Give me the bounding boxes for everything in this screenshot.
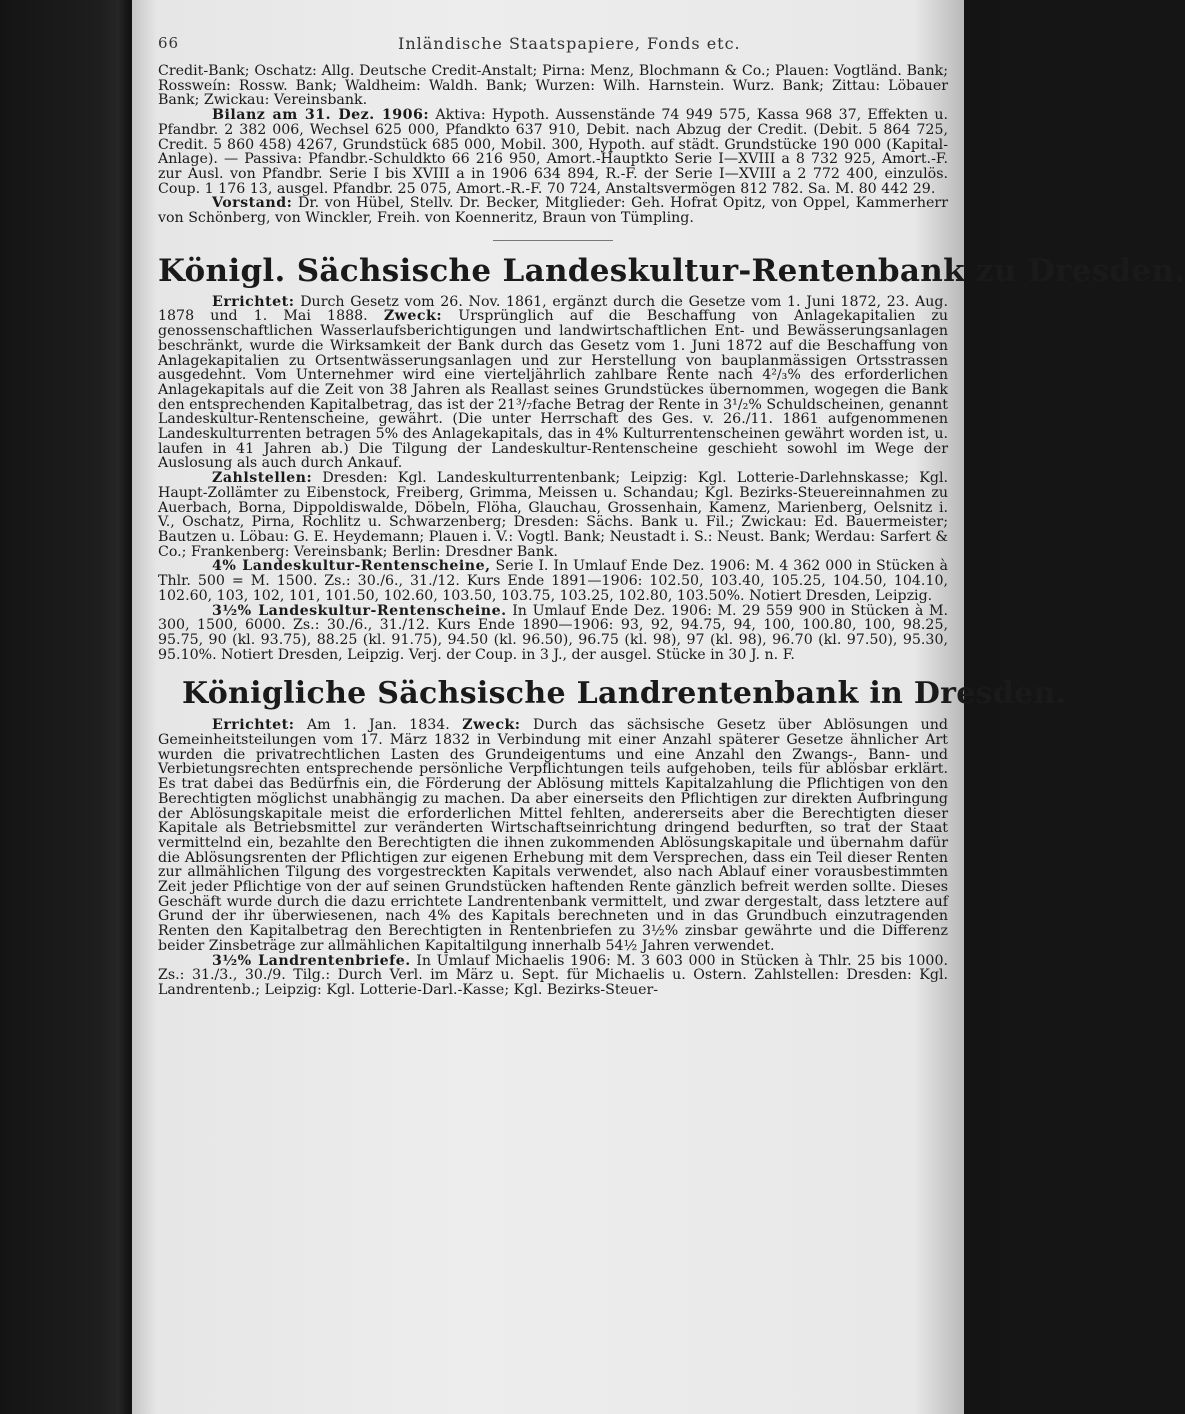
- page-content: [158, 34, 1185, 998]
- bond-4pct-paragraph: [158, 559, 948, 603]
- purpose-text-2: Durch das sächsische Gesetz über Ablösungen und Gemeinheitsteilungen vom 17. März 1832 in Verbindung mit einer Anzahl späterer Gesetze ähnlicher Art wurden die privatrechtlichen Lasten des Grundeigentums und eine Anzahl den Zwangs-, Bann- und Verbietungsrechten entsprechende persönliche Verpflichtungen teils aufgehoben, teils für ablösbar erklärt. Es trat dabei das Bedürfnis ein, die Förderung der Ablösung mittels Kapitalzahlung die Pflichtigen von den Berechtigten möglichst unabhängig zu machen. Da aber einerseits den Pflichtigen zur direkten Aufbringung der Ablösungskapitale meist die erforderlichen Mittel fehlten, andererseits aber die Berechtigten dieser Kapitale als Betriebsmittel zur veränderten Wirtschaftseinrichtung dringend bedurften, so trat der Staat vermittelnd ein, bezahlte den Berechtigten die ihnen zukommenden Ablösungskapitale und übernahm dafür die Ablösungsrenten der Pflichtigen zur eigenen Erhebung mit dem Versprechen, dass ein Teil dieser Renten zur allmählichen Tilgung des vorgestreckten Kapitals verwendet, also nach Ablauf einer vorausbestimmten Zeit jeder Pflichtige von der auf seinen Grundstücken haftenden Rente gänzlich befreit werden sollte. Dieses Geschäft wurde durch die dazu errichtete Landrentenbank vermittelt, und zwar dergestalt, dass letztere auf Grund der ihr überwiesenen, nach 4% des Kapitals berechneten und in das Grundbuch einzutragenden Renten den Kapitalbetrag den Berechtigten in Rentenbriefen zu 3½% zinsbar gewährte und die Differenz beider Zinsbeträge zur allmählichen Kapitaltilgung innerhalb 54½ Jahren verwendet.: [158, 717, 948, 954]
- balance-paragraph: [158, 108, 948, 196]
- established-text-2: Am 1. Jan. 1834.: [294, 717, 463, 734]
- purpose-text: Ursprünglich auf die Beschaffung von Anlagekapitalien zu genossenschaftlichen Wasserlaufsberichtigungen und landwirtschaftlichen Ent- und Bewässerungsanlagen beschränkt, wurde die Wirksamkeit der Bank durch das Gesetz vom 1. Juni 1872 auf die Beschaffung von Anlagekapitalien zu Ortsentwässerungsanlagen und zur Herstellung von bauplanmässigen Ortsstrassen ausgedehnt. Vom Unternehmer wird eine vierteljährlich zahlbare Rente nach 4²/₃% des erforderlichen Anlagekapitals auf die Zeit von 38 Jahren als Reallast seines Grundstückes übernommen, wogegen die Bank den entsprechenden Kapitalbetrag, das ist der 21³/₇fache Betrag der Rente in 3¹/₂% Schuldscheinen, genannt Landeskultur-Rentenscheine, gewährt. (Die unter Herrschaft des Ges. v. 26./11. 1861 aufgenommenen Landeskulturrenten betragen 5% des Anlagekapitals, das in 4% Kulturrentenscheinen gewährt worden ist, u. laufen in 41 Jahren ab.) Die Tilgung der Landeskultur-Rentenscheine geschieht sowohl im Wege der Auslosung als auch durch Ankauf.: [158, 308, 948, 472]
- paying-agents-label: Zahlstellen:: [212, 470, 313, 487]
- running-header: [158, 34, 948, 64]
- established-label-2: Errichtet:: [212, 717, 295, 734]
- page-number: 66: [158, 34, 180, 52]
- section-title-landeskultur: Königl. Sächsische Landeskultur-Rentenbank zu Dresden.: [158, 252, 1185, 289]
- bond-35pct-label: 3½% Landeskultur-Rentenscheine.: [212, 602, 507, 619]
- board-text: Dr. von Hübel, Stellv. Dr. Becker, Mitglieder: Geh. Hofrat Opitz, von Oppel, Kammerherr von Schönberg, von Winckler, Freih. von Koenneritz, Braun von Tümpling.: [158, 195, 948, 227]
- section-title-landrentenbank: Königliche Sächsische Landrentenbank in Dresden.: [182, 676, 1067, 712]
- bond-35pct-paragraph: [158, 604, 948, 663]
- established-paragraph-2: [158, 718, 948, 953]
- land-bond-label: 3½% Landrentenbriefe.: [212, 952, 411, 969]
- board-label: Vorstand:: [212, 195, 293, 212]
- book-page: [132, 0, 1185, 1414]
- bond-4pct-label: 4% Landeskultur-Rentenscheine,: [212, 558, 491, 575]
- bond-4pct-text: Serie I. In Umlauf Ende Dez. 1906: M. 4 362 000 in Stücken à Thlr. 500 = M. 1500. Zs.: 30./6., 31./12. Kurs Ende 1891—1906: 102.50, 103.40, 105.25, 104.50, 104.10, 102.60, 103, 102, 101, 101.50, 102.60, 103.50, 103.75, 103.25, 102.80, 103.50%. Notiert Dresden, Leipzig.: [158, 558, 948, 604]
- running-title: Inländische Staatspapiere, Fonds etc.: [398, 34, 741, 53]
- balance-text: Aktiva: Hypoth. Aussenstände 74 949 575, Kassa 968 37, Effekten u. Pfandbr. 2 382 006, Wechsel 625 000, Pfandkto 637 910, Debit. nach Abzug der Credit. (Debit. 5 864 725, Credit. 5 860 458) 4267, Grundstück 685 000, Mobil. 300, Hypoth. auf städt. Grundstücke 190 000 (Kapital-Anlage). — Passiva: Pfandbr.-Schuldkto 66 216 950, Amort.-Hauptkto Serie I—XVIII a 8 732 925, Amort.-F. zur Ausl. von Pfandbr. Serie I bis XVIII a in 1906 634 894, R.-F. der Serie I—XVIII a 2 772 400, einzulös. Coup. 1 176 13, ausgel. Pfandbr. 25 075, Amort.-R.-F. 70 724, Anstaltsvermögen 812 782. Sa. M. 80 442 29.: [158, 107, 949, 197]
- spacer: [158, 662, 948, 670]
- land-bond-text: In Umlauf Michaelis 1906: M. 3 603 000 in Stücken à Thlr. 25 bis 1000. Zs.: 31./3., 30./9. Tilg.: Durch Verl. im März u. Sept. für Michaelis u. Ostern. Zahlstellen: Dresden: Kgl. Landrentenb.; Leipzig: Kgl. Lotterie-Darl.-Kasse; Kgl. Bezirks-Steuer-: [158, 952, 948, 998]
- purpose-label: Zweck:: [383, 308, 443, 325]
- purpose-label-2: Zweck:: [462, 717, 521, 734]
- established-paragraph: [158, 295, 948, 471]
- established-text: Durch Gesetz vom 26. Nov. 1861, ergänzt durch die Gesetze vom 1. Juni 1872, 23. Aug. 1878 und 1. Mai 1888.: [158, 293, 948, 325]
- paying-agents-text: Dresden: Kgl. Landeskulturrentenbank; Leipzig: Kgl. Lotterie-Darlehnskasse; Kgl. Haupt-Zollämter zu Eibenstock, Freiberg, Grimma, Meissen u. Schandau; Kgl. Bezirks-Steuereinnahmen zu Auerbach, Borna, Dippoldiswalde, Döbeln, Flöha, Glauchau, Grossenhain, Kamenz, Marienberg, Oelsnitz i. V., Oschatz, Pirna, Rochlitz u. Schwarzenberg; Dresden: Sächs. Bank u. Fil.; Zwickau: Ed. Bauermeister; Bautzen u. Löbau: G. E. Heydemann; Plauen i. V.: Vogtl. Bank; Neustadt i. S.: Neust. Bank; Werdau: Sarfert & Co.; Frankenberg: Vereinsbank; Berlin: Dresdner Bank.: [158, 470, 948, 560]
- balance-label: Bilanz am 31. Dez. 1906:: [212, 107, 430, 124]
- paying-agents-continued: Credit-Bank; Oschatz: Allg. Deutsche Credit-Anstalt; Pirna: Menz, Blochmann & Co.; Plauen: Vogtländ. Bank; Rossweín: Rossw. Bank; Waldheim: Waldh. Bank; Wurzen: Wilh. Harnstein. Wurz. Bank; Zittau: Löbauer Bank; Zwickau: Vereinsbank.: [158, 63, 948, 109]
- section-divider: [493, 240, 613, 241]
- land-bond-paragraph: [158, 954, 948, 998]
- board-paragraph: [158, 196, 948, 225]
- paying-agents-paragraph: [158, 471, 948, 559]
- established-label: Errichtet:: [212, 293, 295, 310]
- bond-35pct-text: In Umlauf Ende Dez. 1906: M. 29 559 900 in Stücken à M. 300, 1500, 6000. Zs.: 30./6., 31./12. Kurs Ende 1890—1906: 93, 92, 94.75, 94, 100, 100.80, 100, 98.25, 95.75, 90 (kl. 93.75), 88.25 (kl. 91.75), 94.50 (kl. 96.50), 96.75 (kl. 98), 97 (kl. 98), 96.70 (kl. 97.50), 95.30, 95.10%. Notiert Dresden, Leipzig. Verj. der Coup. in 3 J., der ausgel. Stücke in 30 J. n. F.: [158, 602, 948, 663]
